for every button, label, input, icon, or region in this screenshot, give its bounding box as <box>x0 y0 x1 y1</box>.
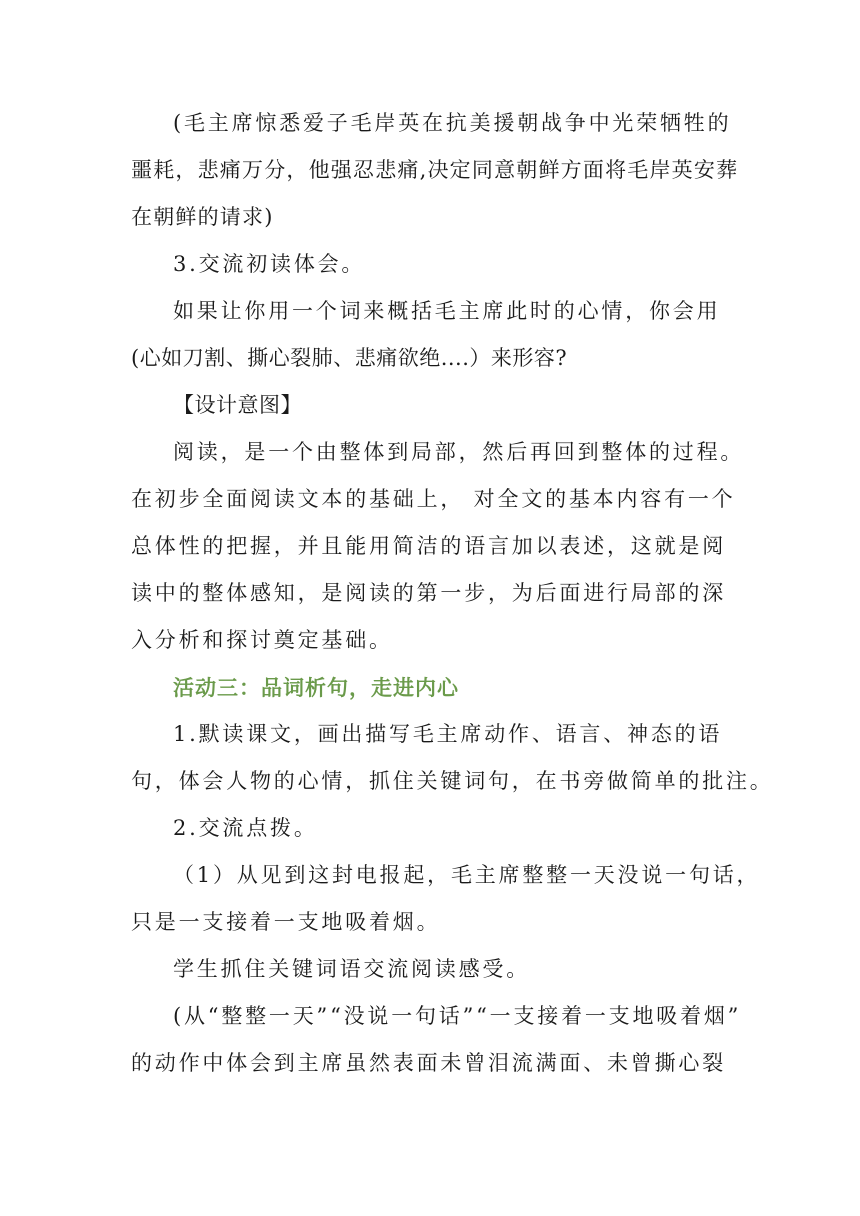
paragraph-line: 只是一支接着一支地吸着烟。 <box>131 910 441 934</box>
paragraph-line: 的动作中体会到主席虽然表面未曾泪流满面、未曾撕心裂 <box>131 1051 726 1075</box>
paragraph-line: 阅读，是一个由整体到局部，然后再回到整体的过程。 <box>173 440 745 464</box>
paragraph-line: 句，体会人物的心情，抓住关键词句，在书旁做简单的批注。 <box>131 769 774 793</box>
list-item: 2.交流点拨。 <box>173 816 318 840</box>
paragraph-line: （1）从见到这封电报起，毛主席整整一天没说一句话， <box>173 863 761 887</box>
paragraph-line: 在初步全面阅读文本的基础上， 对全文的基本内容有一个 <box>131 487 736 511</box>
paragraph-line: (心如刀割、撕心裂肺、悲痛欲绝....）来形容? <box>131 346 568 370</box>
list-item: 1.默读课文，画出描写毛主席动作、语言、神态的语 <box>173 722 723 746</box>
paragraph-line: 总体性的把握，并且能用简洁的语言加以表述，这就是阅 <box>131 534 726 558</box>
paragraph-line: 如果让你用一个词来概括毛主席此时的心情，你会用 <box>173 299 721 323</box>
design-intent-label: 【设计意图】 <box>173 393 302 417</box>
paragraph-line: 噩耗，悲痛万分，他强忍悲痛,决定同意朝鲜方面将毛岸英安葬 <box>131 158 739 182</box>
document-page <box>131 100 774 1087</box>
list-item: 3.交流初读体会。 <box>173 252 366 276</box>
paragraph-line: (毛主席惊悉爱子毛岸英在抗美援朝战争中光荣牺牲的 <box>173 111 732 135</box>
paragraph-line: (从“整整一天”“没说一句话”“一支接着一支地吸着烟” <box>173 1004 742 1028</box>
paragraph-line: 学生抓住关键词语交流阅读感受。 <box>173 957 530 981</box>
paragraph-line: 在朝鲜的请求) <box>131 205 274 229</box>
section-heading: 活动三：品词析句，走进内心 <box>173 675 459 700</box>
paragraph-line: 读中的整体感知，是阅读的第一步，为后面进行局部的深 <box>131 581 726 605</box>
paragraph-line: 入分析和探讨奠定基础。 <box>131 628 393 652</box>
